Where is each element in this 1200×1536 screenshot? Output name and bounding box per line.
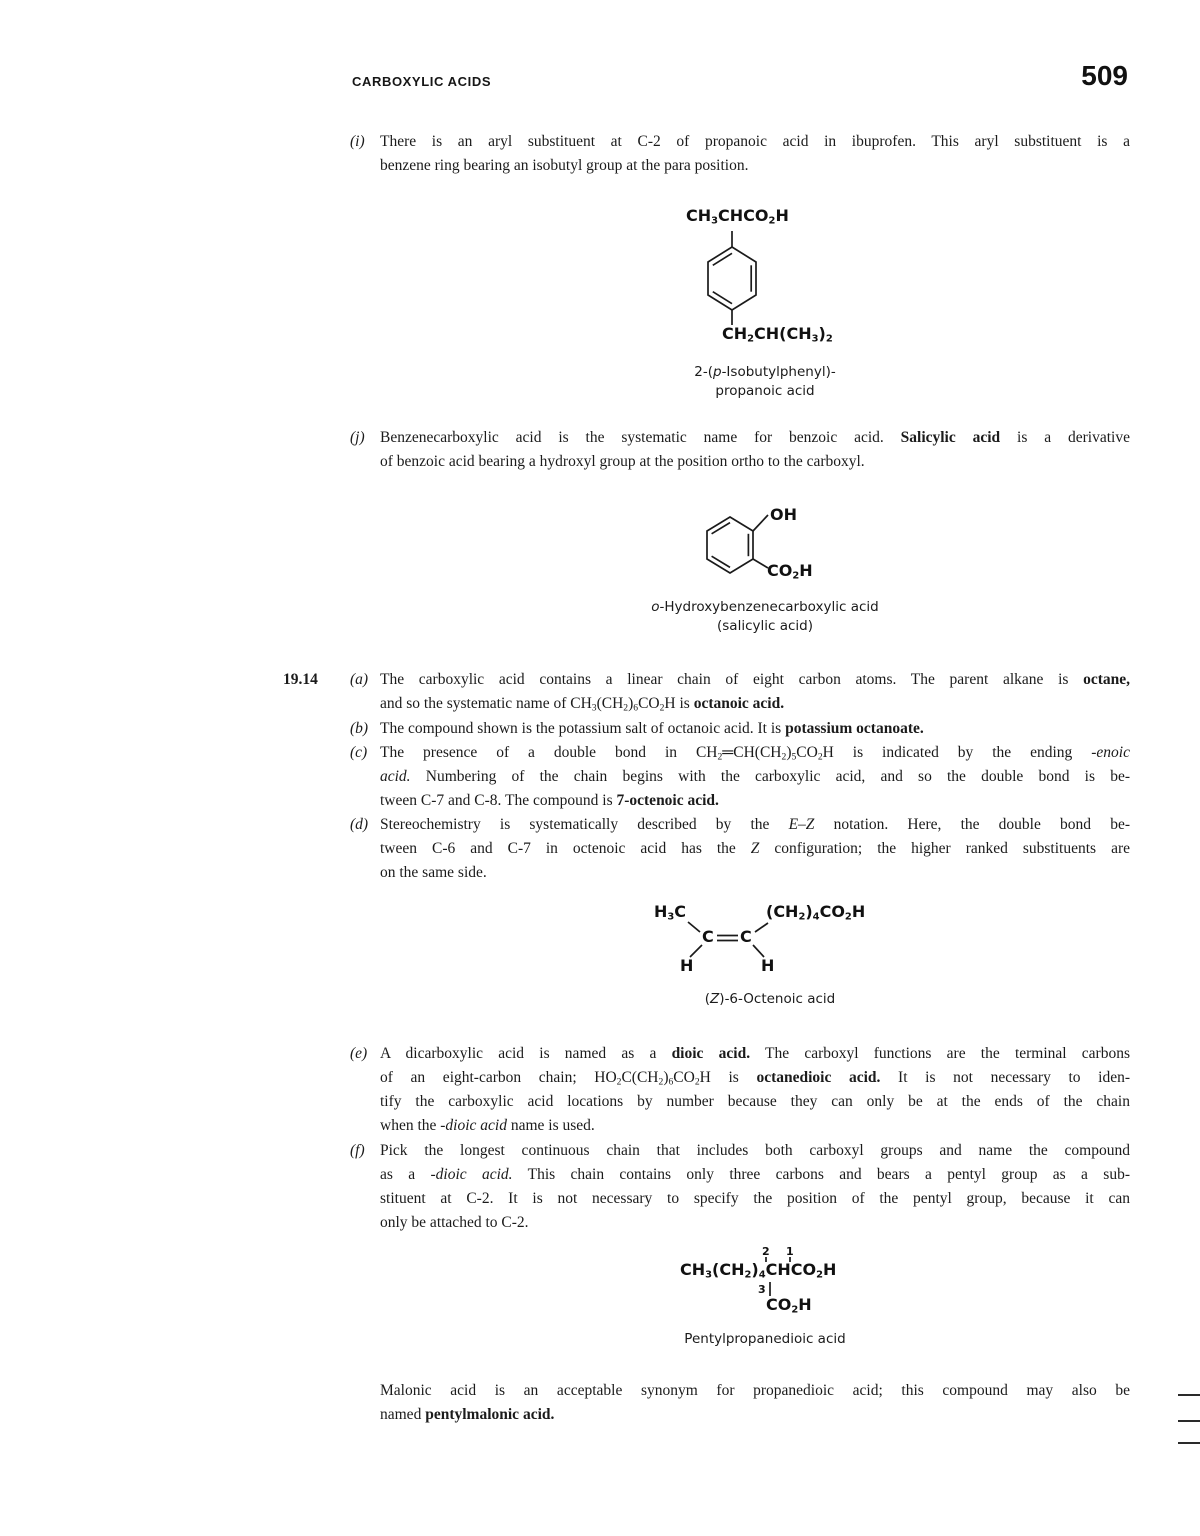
- carbon-3-number: 3: [758, 1283, 766, 1296]
- formula-propanoic-chain: CH3CHCO2H: [686, 206, 789, 227]
- part-c-label: (c): [350, 744, 368, 761]
- caption-ibuprofen: [640, 363, 890, 401]
- part-a-body: [380, 668, 1130, 716]
- double-bond-inner: [712, 523, 730, 534]
- text-line: benzene ring bearing an isobutyl group at the para position.: [380, 157, 749, 174]
- item-j-label: (j): [350, 429, 365, 446]
- part-d-body: [380, 813, 1130, 885]
- text-line: stituent at C-2. It is not necessary to specify the position of the pentyl group, because it can: [380, 1190, 1130, 1207]
- carboxyl-below-label: CO2H: [766, 1295, 812, 1316]
- part-e-label: (e): [350, 1045, 368, 1062]
- hydrogen-left-label: H: [680, 956, 694, 975]
- part-a-label: (a): [350, 671, 369, 688]
- problem-number: 19.14: [283, 671, 318, 688]
- text-line: Malonic acid is an acceptable synonym for propanedioic acid; this compound may also be: [380, 1382, 1130, 1399]
- text-line: (Z)-6-Octenoic acid: [704, 991, 836, 1007]
- text-line: Benzenecarboxylic acid is the systematic name for benzoic acid. Salicylic acid is a derivative: [380, 429, 1130, 446]
- structure-ibuprofen: [640, 207, 920, 407]
- carbon-2-number: 2: [762, 1245, 770, 1258]
- double-bond-inner: [712, 556, 730, 567]
- structure-octenoic-acid: [640, 900, 920, 1015]
- carbon-left-label: C: [702, 927, 714, 946]
- item-j-body: [380, 426, 1130, 474]
- methyl-label: H3C: [654, 902, 687, 923]
- text-line: (salicylic acid): [717, 618, 813, 634]
- text-line: Pentylpropanedioic acid: [684, 1331, 846, 1347]
- part-b-label: (b): [350, 720, 369, 737]
- running-head: CARBOXYLIC ACIDS: [352, 74, 492, 89]
- text-line: The carboxylic acid contains a linear chain of eight carbon atoms. The parent alkane is octane,: [380, 671, 1130, 688]
- text-line: tween C-6 and C-7 in octenoic acid has the Z configuration; the higher ranked substituents are: [380, 840, 1130, 857]
- text-line: tify the carboxylic acid locations by number because they can only be at the ends of the chain: [380, 1093, 1130, 1110]
- main-chain-formula: CH3(CH2)4CHCO2H: [680, 1260, 837, 1281]
- text-line: o-Hydroxybenzenecarboxylic acid: [651, 599, 879, 615]
- text-line: 2-(p-Isobutylphenyl)-: [694, 364, 836, 380]
- text-line: of benzoic acid bearing a hydroxyl group at the position ortho to the carboxyl.: [380, 453, 865, 470]
- hydrogen-right-label: H: [761, 956, 775, 975]
- part-e-body: [380, 1042, 1130, 1138]
- benzene-ring: [708, 247, 756, 310]
- text-line: acid. Numbering of the chain begins with the carboxylic acid, and so the double bond is be-: [380, 768, 1130, 785]
- text-line: A dicarboxylic acid is named as a dioic acid. The carboxyl functions are the terminal carbons: [380, 1045, 1131, 1062]
- part-d-label: (d): [350, 816, 369, 833]
- item-i-body: [380, 130, 1130, 178]
- structure-salicylic-acid: [640, 505, 920, 645]
- bond-methyl: [688, 922, 700, 932]
- part-f-body: [380, 1139, 1130, 1235]
- part-f-label: (f): [350, 1142, 365, 1159]
- text-line: on the same side.: [380, 864, 487, 881]
- chain-label: (CH2)4CO2H: [766, 902, 866, 923]
- text-line: and so the systematic name of CH3(CH2)6CO2H is octanoic acid.: [380, 695, 785, 714]
- formula-isobutyl-group: CH2CH(CH3)2: [722, 324, 833, 345]
- hydroxyl-label: OH: [770, 505, 797, 524]
- text-line: The compound shown is the potassium salt of octanoic acid. It is potassium octanoate.: [380, 720, 924, 737]
- text-line: when the -dioic acid name is used.: [380, 1117, 595, 1134]
- text-line: as a -dioic acid. This chain contains only three carbons and bears a pentyl group as a sub-: [380, 1166, 1130, 1183]
- text-line: named pentylmalonic acid.: [380, 1406, 555, 1423]
- text-line: of an eight-carbon chain; HO2C(CH2)6CO2H is octanedioic acid. It is not necessary to iden-: [380, 1069, 1130, 1088]
- item-i-label: (i): [350, 133, 365, 150]
- carboxyl-label: CO2H: [767, 561, 813, 582]
- double-bond-inner: [713, 292, 732, 304]
- caption-salicylic: [640, 598, 890, 636]
- caption-octenoic: [640, 990, 900, 1009]
- text-line: tween C-7 and C-8. The compound is 7-octenoic acid.: [380, 792, 719, 809]
- benzene-ring: [707, 517, 753, 573]
- carbon-1-number: 1: [786, 1245, 794, 1258]
- text-line: There is an aryl substituent at C-2 of propanoic acid in ibuprofen. This aryl substituent is a: [380, 133, 1130, 150]
- text-line: only be attached to C-2.: [380, 1214, 529, 1231]
- bond-to-oh: [753, 515, 768, 531]
- margin-rule: [1178, 1442, 1200, 1444]
- text-line: Pick the longest continuous chain that includes both carboxyl groups and name the compound: [380, 1142, 1130, 1159]
- structure-pentylpropanedioic-acid: [640, 1246, 920, 1346]
- bond-to-co2h: [753, 559, 768, 568]
- text-line: Stereochemistry is systematically described by the E–Z notation. Here, the double bond be-: [380, 816, 1130, 833]
- caption-pentylpropanedioic: [640, 1330, 890, 1349]
- page-number: 509: [1081, 60, 1128, 91]
- double-bond-inner: [713, 253, 732, 265]
- carbon-right-label: C: [740, 927, 752, 946]
- margin-rule: [1178, 1394, 1200, 1396]
- part-b-body: [380, 717, 1130, 741]
- text-line: The presence of a double bond in CH2═CH(CH2)5CO2H is indicated by the ending -enoic: [380, 744, 1130, 763]
- text-line: propanoic acid: [715, 383, 815, 399]
- part-c-body: [380, 741, 1130, 813]
- margin-rule: [1178, 1420, 1200, 1422]
- closing-body: [380, 1379, 1130, 1427]
